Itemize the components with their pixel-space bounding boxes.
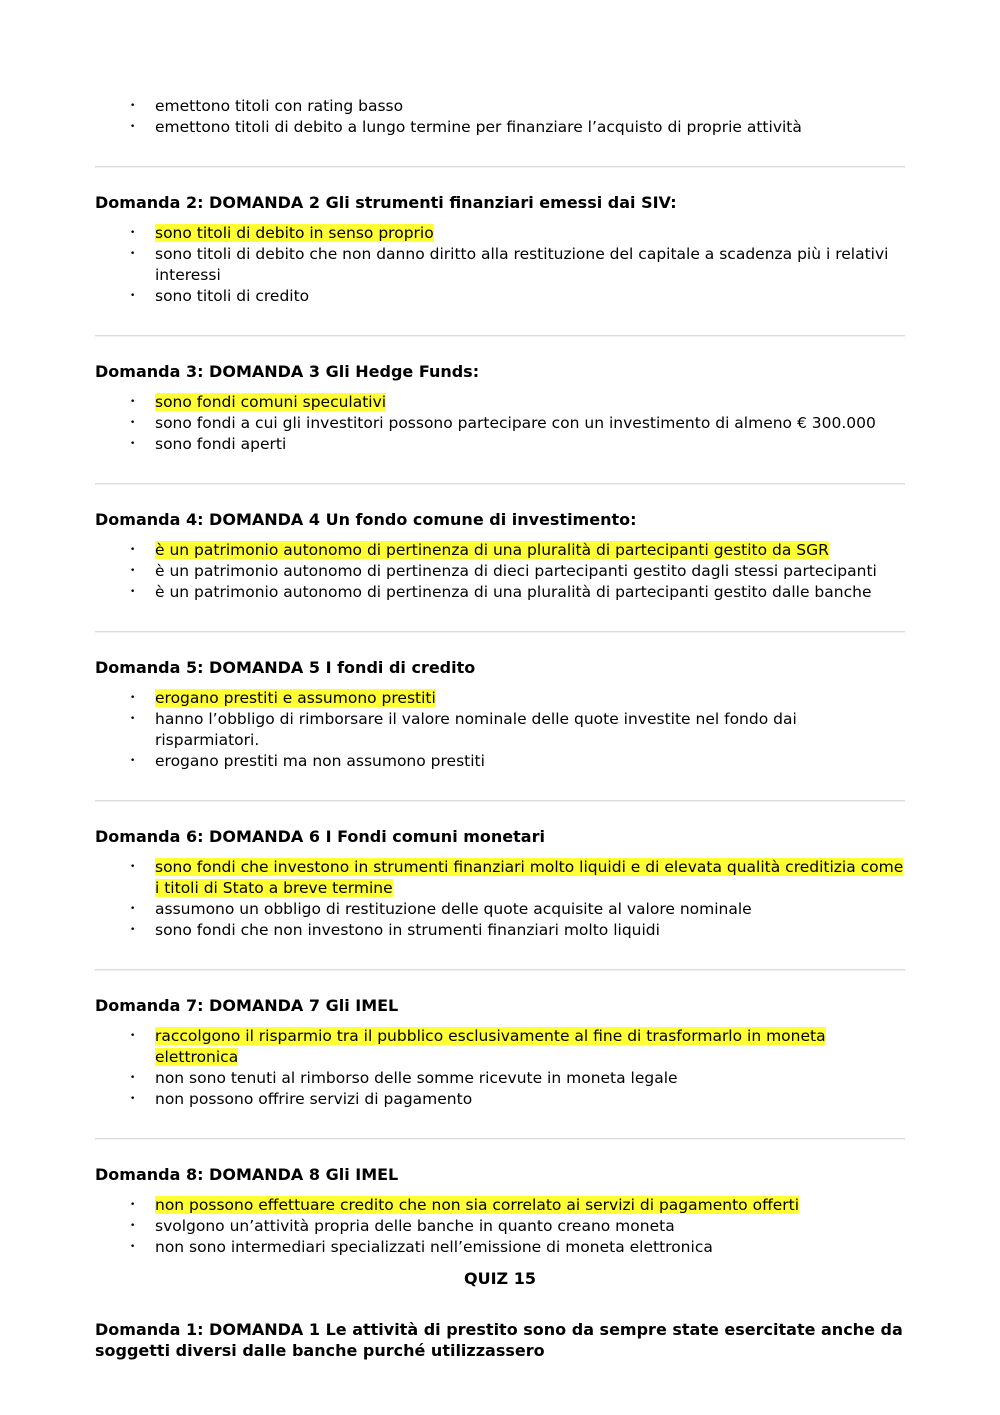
answer-item: • assumono un obbligo di restituzione delle quote acquisite al valore nominale <box>130 900 752 918</box>
document-page <box>95 96 905 1361</box>
bullet-icon: • <box>130 101 136 111</box>
question-heading: Domanda 7: DOMANDA 7 Gli IMEL <box>95 996 399 1015</box>
bullet-icon: • <box>130 714 136 724</box>
answer-item: • erogano prestiti ma non assumono prestiti <box>130 752 485 770</box>
correct-answer: • sono fondi che investono in strumenti finanziari molto liquidi e di elevata qualità creditizia come i titoli di Stato a breve termine <box>130 858 904 897</box>
bullet-icon: • <box>130 122 136 132</box>
bullet-icon: • <box>130 291 136 301</box>
bullet-icon: • <box>130 1094 136 1104</box>
question-heading: Domanda 1: DOMANDA 1 Le attività di prestito sono da sempre state esercitate anche da soggetti diversi dalle banche purché utilizzassero <box>95 1320 903 1360</box>
question-heading: Domanda 8: DOMANDA 8 Gli IMEL <box>95 1165 399 1184</box>
quiz-title: QUIZ 15 <box>464 1269 536 1288</box>
answer-item: • emettono titoli di debito a lungo termine per finanziare l’acquisto di proprie attività <box>130 118 802 136</box>
bullet-icon: • <box>130 1073 136 1083</box>
answer-list <box>95 392 905 455</box>
answer-item: • non sono intermediari specializzati nell’emissione di moneta elettronica <box>130 1238 713 1256</box>
answer-item: • è un patrimonio autonomo di pertinenza di una pluralità di partecipanti gestito dalle banche <box>130 583 872 601</box>
question-heading: Domanda 5: DOMANDA 5 I fondi di credito <box>95 658 476 677</box>
answer-item: • sono titoli di credito <box>130 287 310 305</box>
bullet-icon: • <box>130 904 136 914</box>
answer-item: • sono fondi che non investono in strumenti finanziari molto liquidi <box>130 921 660 939</box>
question-heading: Domanda 6: DOMANDA 6 I Fondi comuni monetari <box>95 827 545 846</box>
bullet-icon: • <box>130 566 136 576</box>
answer-item: • svolgono un’attività propria delle banche in quanto creano moneta <box>130 1217 675 1235</box>
answer-item: • non possono offrire servizi di pagamento <box>130 1090 473 1108</box>
answer-list <box>95 96 905 138</box>
correct-answer: • sono titoli di debito in senso proprio <box>130 224 434 242</box>
bullet-icon: • <box>130 439 136 449</box>
bullet-icon: • <box>130 1031 136 1041</box>
bullet-icon: • <box>130 228 136 238</box>
question-heading: Domanda 2: DOMANDA 2 Gli strumenti finanziari emessi dai SIV: <box>95 193 677 212</box>
answer-list <box>95 1195 905 1258</box>
bullet-icon: • <box>130 545 136 555</box>
answer-list <box>95 857 905 941</box>
question-heading: Domanda 4: DOMANDA 4 Un fondo comune di investimento: <box>95 510 637 529</box>
question-heading: Domanda 3: DOMANDA 3 Gli Hedge Funds: <box>95 362 480 381</box>
bullet-icon: • <box>130 418 136 428</box>
answer-item: • sono titoli di debito che non danno diritto alla restituzione del capitale a scadenza più i relativi interessi <box>130 245 889 284</box>
bullet-icon: • <box>130 587 136 597</box>
correct-answer: • è un patrimonio autonomo di pertinenza di una pluralità di partecipanti gestito da SGR <box>130 541 829 559</box>
correct-answer: • non possono effettuare credito che non sia correlato ai servizi di pagamento offerti <box>130 1196 800 1214</box>
bullet-icon: • <box>130 756 136 766</box>
bullet-icon: • <box>130 693 136 703</box>
answer-item: • è un patrimonio autonomo di pertinenza di dieci partecipanti gestito dagli stessi partecipanti <box>130 562 877 580</box>
bullet-icon: • <box>130 925 136 935</box>
correct-answer: • sono fondi comuni speculativi <box>130 393 387 411</box>
answer-item: • hanno l’obbligo di rimborsare il valore nominale delle quote investite nel fondo dai risparmiatori. <box>130 710 797 749</box>
answer-item: • sono fondi a cui gli investitori possono partecipare con un investimento di almeno € 300.000 <box>130 414 876 432</box>
bullet-icon: • <box>130 1200 136 1210</box>
correct-answer: • raccolgono il risparmio tra il pubblico esclusivamente al fine di trasformarlo in moneta elettronica <box>130 1027 826 1066</box>
bullet-icon: • <box>130 1221 136 1231</box>
bullet-icon: • <box>130 249 136 259</box>
bullet-icon: • <box>130 1242 136 1252</box>
bullet-icon: • <box>130 397 136 407</box>
answer-item: • non sono tenuti al rimborso delle somme ricevute in moneta legale <box>130 1069 678 1087</box>
answer-item: • sono fondi aperti <box>130 435 287 453</box>
answer-list <box>95 223 905 307</box>
answer-list <box>95 540 905 603</box>
correct-answer: • erogano prestiti e assumono prestiti <box>130 689 436 707</box>
answer-item: • emettono titoli con rating basso <box>130 97 404 115</box>
answer-list <box>95 1026 905 1110</box>
bullet-icon: • <box>130 862 136 872</box>
answer-list <box>95 688 905 772</box>
